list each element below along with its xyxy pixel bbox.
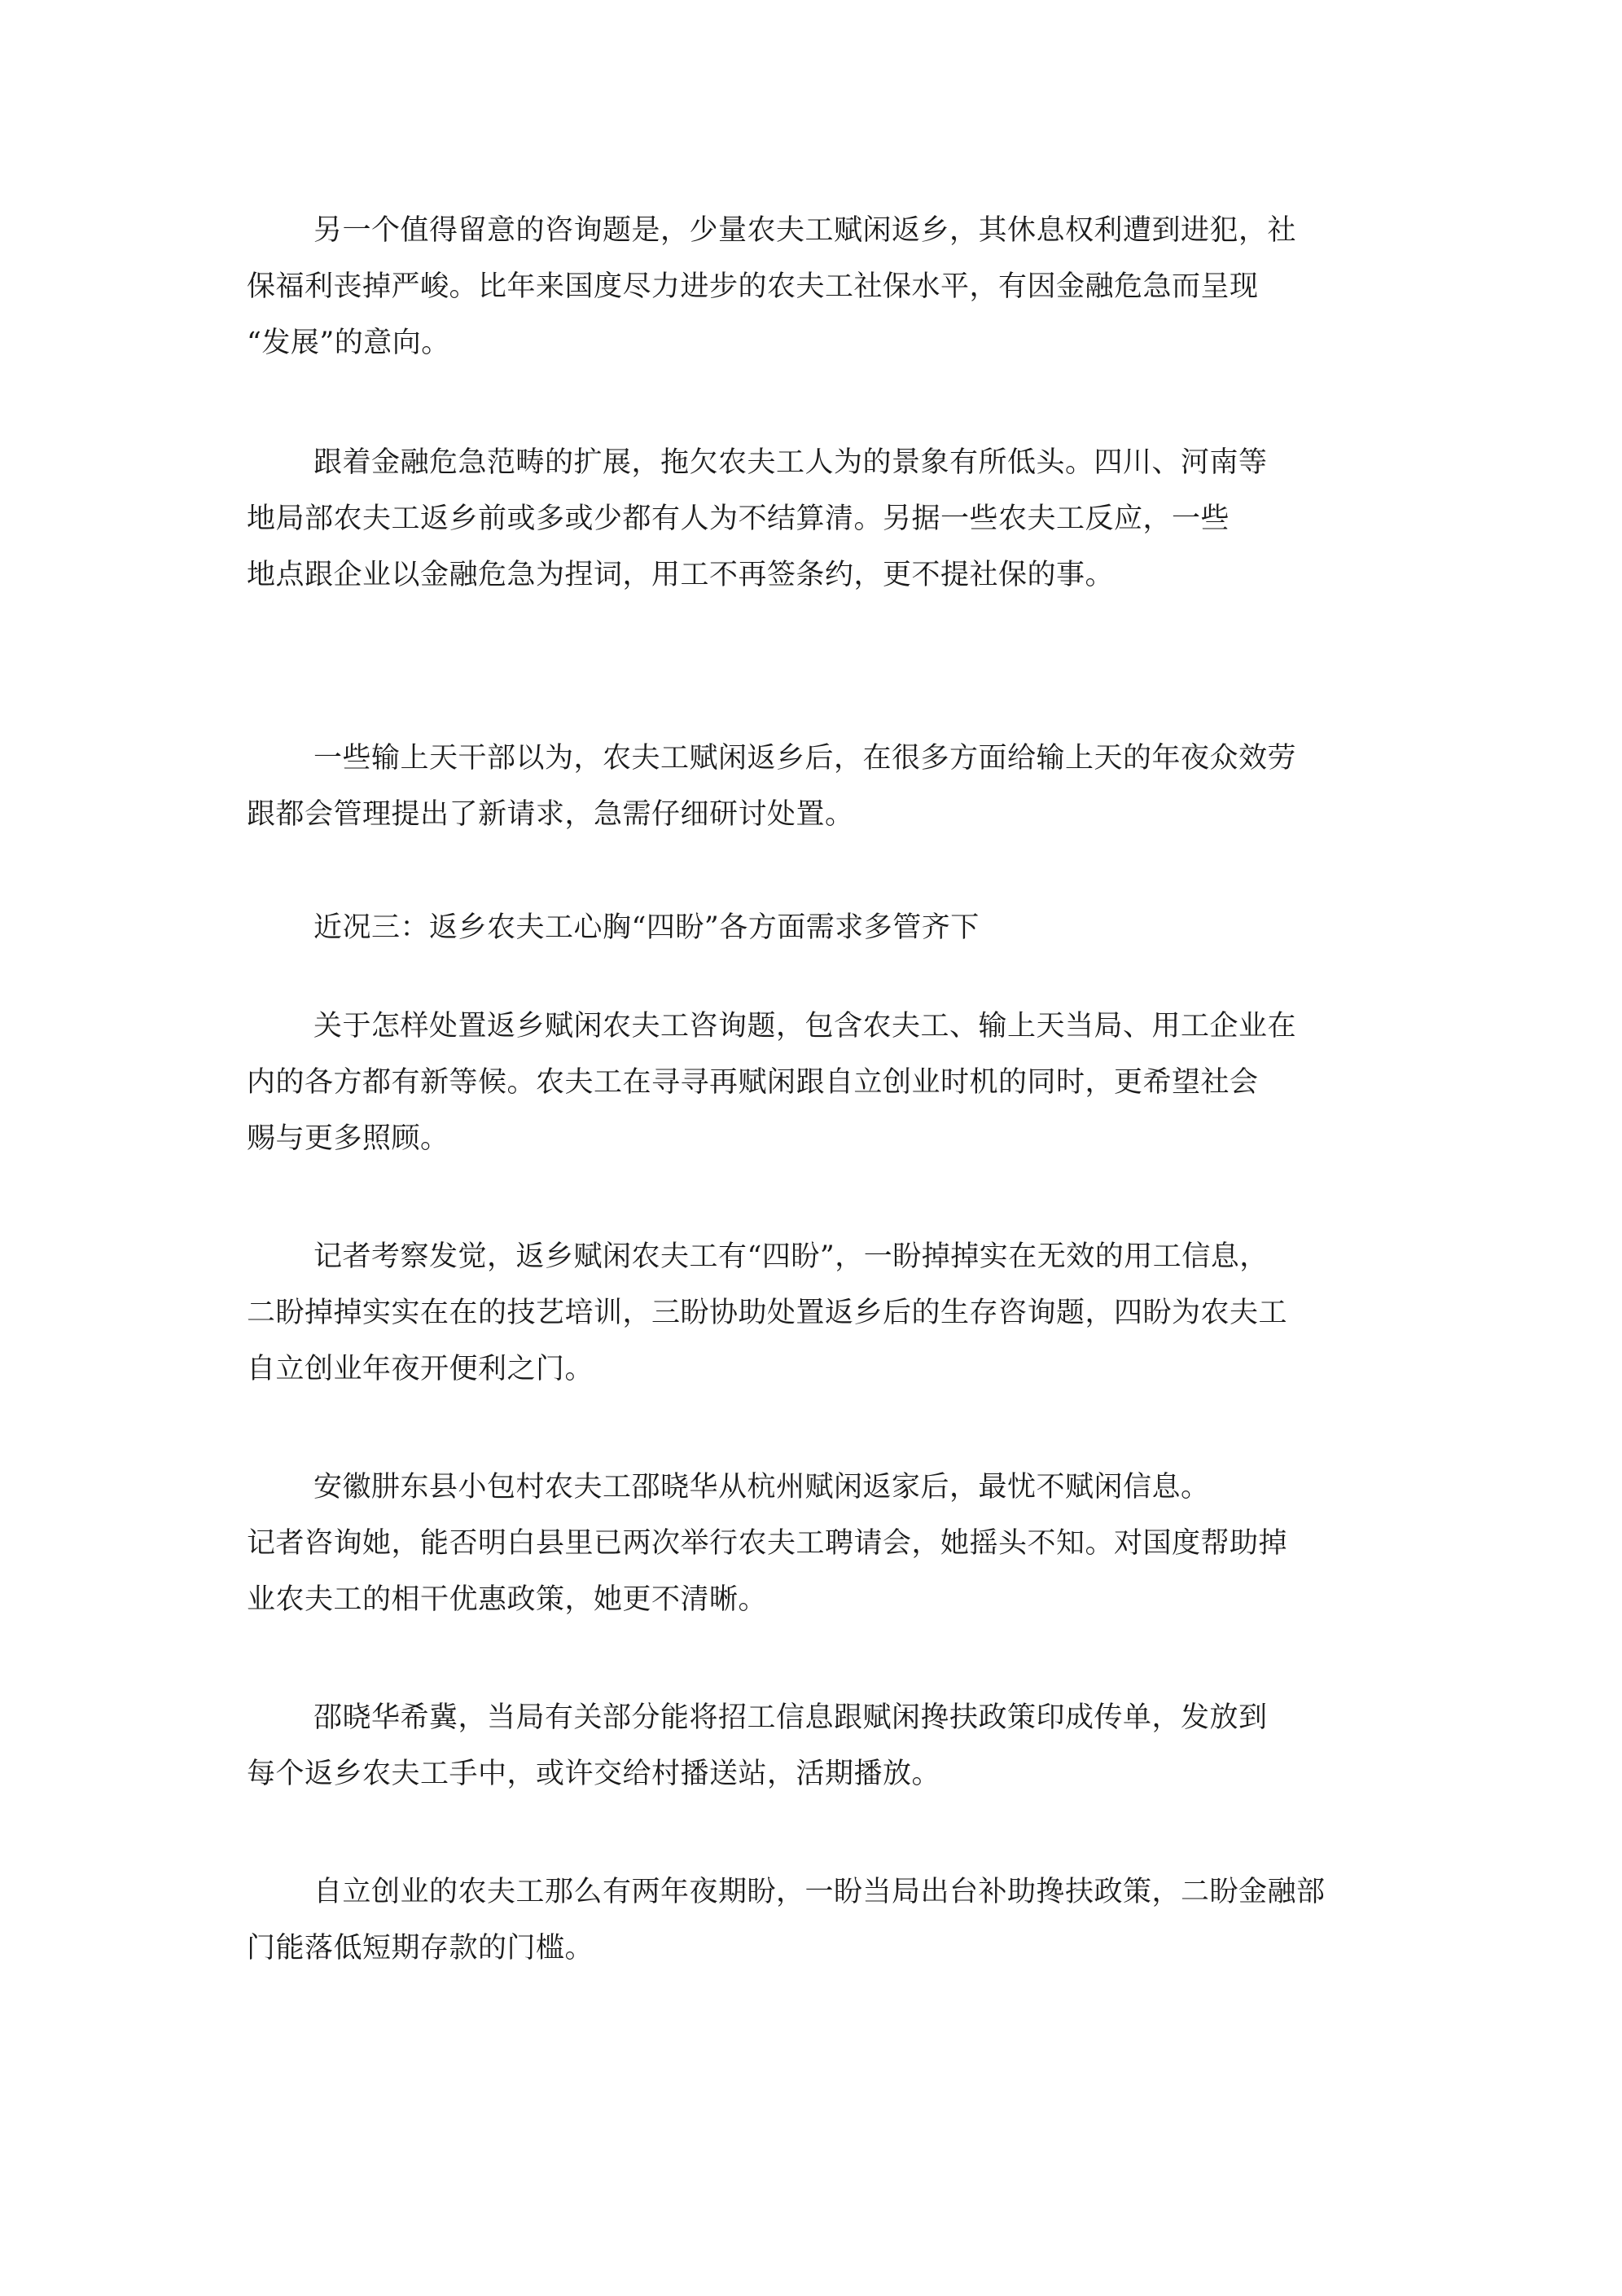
paragraph-6-line-1: 记者考察发觉，返乡赋闲农夫工有“四盼”，一盼掉掉实在无效的用工信息， <box>313 1240 1269 1273</box>
paragraph-7-line-2: 记者咨询她，能否明白县里已两次举行农夫工聘请会，她摇头不知。对国度帮助掉 <box>247 1527 1288 1560</box>
paragraph-2-line-3: 地点跟企业以金融危急为捏词，用工不再签条约，更不提社保的事。 <box>247 559 1115 591</box>
paragraph-7-line-3: 业农夫工的相干优惠政策，她更不清晰。 <box>247 1583 768 1616</box>
paragraph-3-line-2: 跟都会管理提出了新请求，急需仔细研讨处置。 <box>247 798 854 831</box>
paragraph-1-line-3: “发展”的意向。 <box>247 327 450 359</box>
paragraph-9-line-1: 自立创业的农夫工那么有两年夜期盼，一盼当局出台补助搀扶政策，二盼金融部 <box>313 1876 1326 1908</box>
paragraph-7-line-1: 安徽肼东县小包村农夫工邵晓华从杭州赋闲返家后，最忧不赋闲信息。 <box>313 1471 1210 1504</box>
paragraph-2-line-2: 地局部农夫工返乡前或多或少都有人为不结算清。另据一些农夫工反应，一些 <box>247 503 1230 535</box>
paragraph-6-line-3: 自立创业年夜开便利之门。 <box>247 1353 594 1385</box>
section-heading: 近况三：返乡农夫工心胸“四盼”各方面需求多管齐下 <box>313 911 980 944</box>
paragraph-8-line-1: 邵晓华希冀，当局有关部分能将招工信息跟赋闲搀扶政策印成传单，发放到 <box>313 1701 1268 1734</box>
paragraph-5-line-1: 关于怎样处置返乡赋闲农夫工咨询题，包含农夫工、输上天当局、用工企业在 <box>313 1010 1297 1043</box>
paragraph-2-line-1: 跟着金融危急范畴的扩展，拖欠农夫工人为的景象有所低头。四川、河南等 <box>313 446 1268 479</box>
paragraph-5-line-2: 内的各方都有新等候。农夫工在寻寻再赋闲跟自立创业时机的同时，更希望社会 <box>247 1066 1259 1099</box>
paragraph-9-line-2: 门能落低短期存款的门槛。 <box>247 1932 594 1965</box>
paragraph-5-line-3: 赐与更多照顾。 <box>247 1122 449 1155</box>
paragraph-3-line-1: 一些输上天干部以为，农夫工赋闲返乡后，在很多方面给输上天的年夜众效劳 <box>313 742 1297 775</box>
paragraph-1-line-2: 保福利丧掉严峻。比年来国度尽力进步的农夫工社保水平，有因金融危急而呈现 <box>247 270 1259 303</box>
paragraph-8-line-2: 每个返乡农夫工手中，或许交给村播送站，活期播放。 <box>247 1758 941 1790</box>
paragraph-1-line-1: 另一个值得留意的咨询题是，少量农夫工赋闲返乡，其休息权利遭到进犯，社 <box>313 214 1297 247</box>
paragraph-6-line-2: 二盼掉掉实实在在的技艺培训，三盼协助处置返乡后的生存咨询题，四盼为农夫工 <box>247 1297 1288 1329</box>
